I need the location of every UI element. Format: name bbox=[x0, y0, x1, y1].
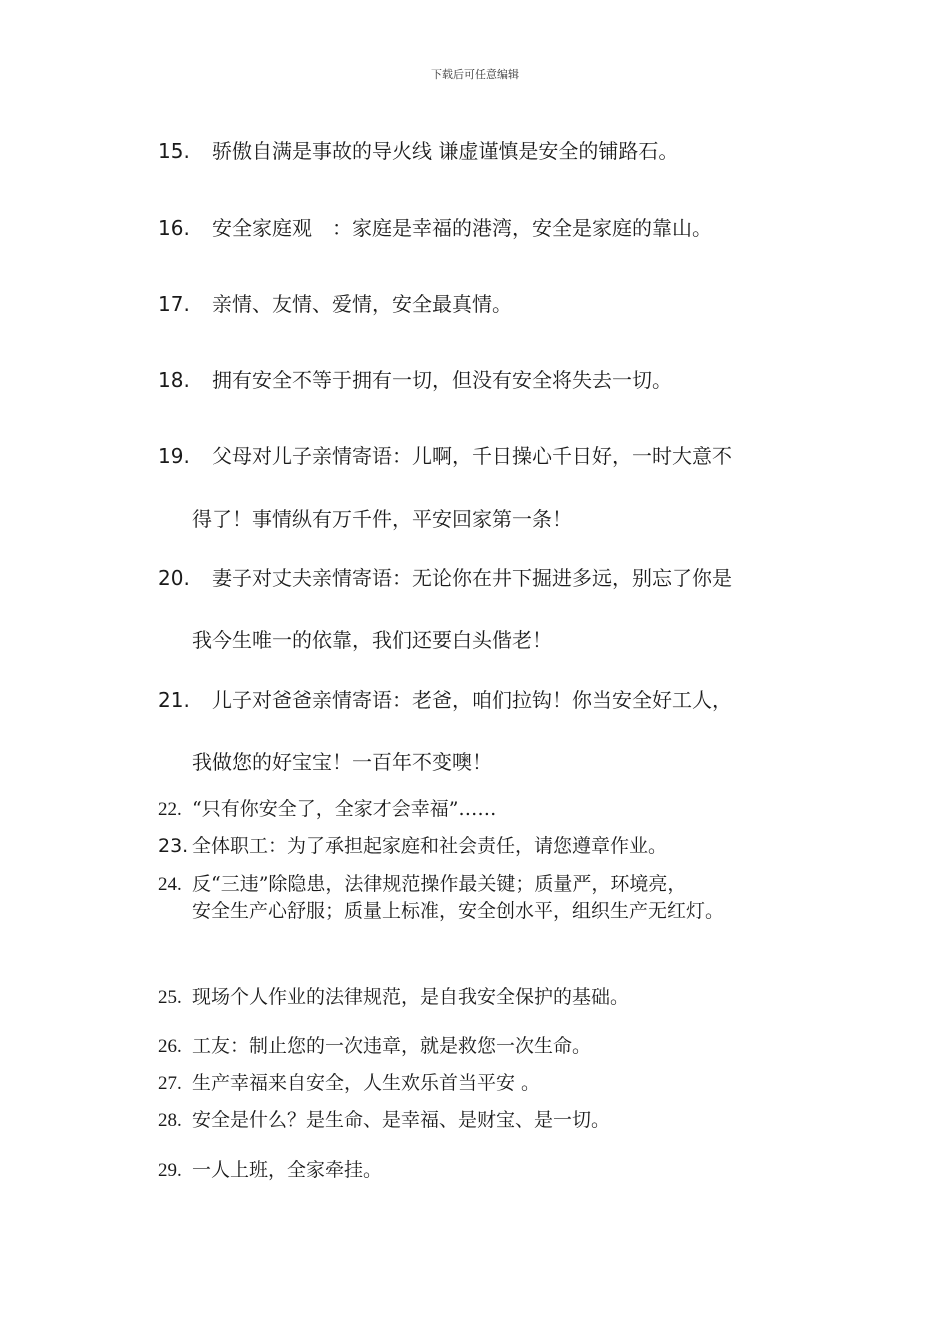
list-item bbox=[158, 985, 629, 1010]
item-text: “只有你安全了，全家才会幸福”…… bbox=[192, 798, 497, 820]
list-item bbox=[158, 797, 496, 822]
list-item bbox=[158, 1158, 382, 1183]
list-item bbox=[158, 368, 672, 392]
item-number: 16. bbox=[158, 216, 190, 240]
item-number: 22. bbox=[158, 799, 182, 820]
list-item bbox=[158, 139, 678, 163]
list-item bbox=[158, 1108, 610, 1133]
list-item bbox=[158, 834, 667, 858]
list-item bbox=[158, 216, 712, 240]
list-item bbox=[158, 1071, 540, 1096]
item-number: 15. bbox=[158, 139, 190, 163]
list-item-continuation: 安全生产心舒服；质量上标准，安全创水平，组织生产无红灯。 bbox=[192, 900, 725, 922]
item-number: 27. bbox=[158, 1073, 182, 1094]
item-number: 21. bbox=[158, 688, 190, 712]
item-number: 26. bbox=[158, 1036, 182, 1057]
list-item-continuation: 我做您的好宝宝！一百年不变噢！ bbox=[192, 750, 492, 774]
item-text: 反“三违”除隐患，法律规范操作最关键；质量严，环境亮， bbox=[192, 873, 687, 895]
item-number: 29. bbox=[158, 1160, 182, 1181]
item-number: 24. bbox=[158, 874, 182, 895]
item-number: 25. bbox=[158, 987, 182, 1008]
item-text: 儿子对爸爸亲情寄语：老爸，咱们拉钩！你当安全好工人， bbox=[212, 688, 732, 712]
item-text: 骄傲自满是事故的导火线 谦虚谨慎是安全的铺路石。 bbox=[212, 139, 679, 163]
item-number: 20. bbox=[158, 566, 190, 590]
list-item-continuation: 得了！事情纵有万千件，平安回家第一条！ bbox=[192, 507, 572, 531]
list-item-continuation: 我今生唯一的依靠，我们还要白头偕老！ bbox=[192, 628, 552, 652]
item-number: 23. bbox=[158, 835, 189, 857]
item-text: 生产幸福来自安全，人生欢乐首当平安 。 bbox=[192, 1072, 541, 1094]
item-text: 现场个人作业的法律规范，是自我安全保护的基础。 bbox=[192, 986, 630, 1008]
item-text: 妻子对丈夫亲情寄语：无论你在井下掘进多远，别忘了你是 bbox=[212, 566, 732, 590]
item-number: 19. bbox=[158, 444, 190, 468]
item-text: 工友：制止您的一次违章，就是救您一次生命。 bbox=[192, 1035, 592, 1057]
item-number: 28. bbox=[158, 1110, 182, 1131]
item-text: 安全是什么？是生命、是幸福、是财宝、是一切。 bbox=[192, 1109, 611, 1131]
page-header: 下载后可任意编辑 bbox=[431, 68, 519, 81]
item-text: 安全家庭观 ：家庭是幸福的港湾，安全是家庭的靠山。 bbox=[212, 216, 712, 240]
list-item bbox=[158, 444, 732, 468]
item-text: 亲情、友情、爱情，安全最真情。 bbox=[212, 292, 512, 316]
item-text: 一人上班，全家牵挂。 bbox=[192, 1159, 383, 1181]
item-text: 父母对儿子亲情寄语：儿啊，千日操心千日好，一时大意不 bbox=[212, 444, 732, 468]
item-text: 拥有安全不等于拥有一切，但没有安全将失去一切。 bbox=[212, 368, 672, 392]
list-item bbox=[158, 566, 732, 590]
list-item bbox=[158, 292, 512, 316]
list-item bbox=[158, 688, 732, 712]
item-text: 全体职工：为了承担起家庭和社会责任，请您遵章作业。 bbox=[192, 835, 668, 857]
list-item bbox=[158, 1034, 591, 1059]
item-number: 17. bbox=[158, 292, 190, 316]
list-item bbox=[158, 872, 686, 897]
item-number: 18. bbox=[158, 368, 190, 392]
